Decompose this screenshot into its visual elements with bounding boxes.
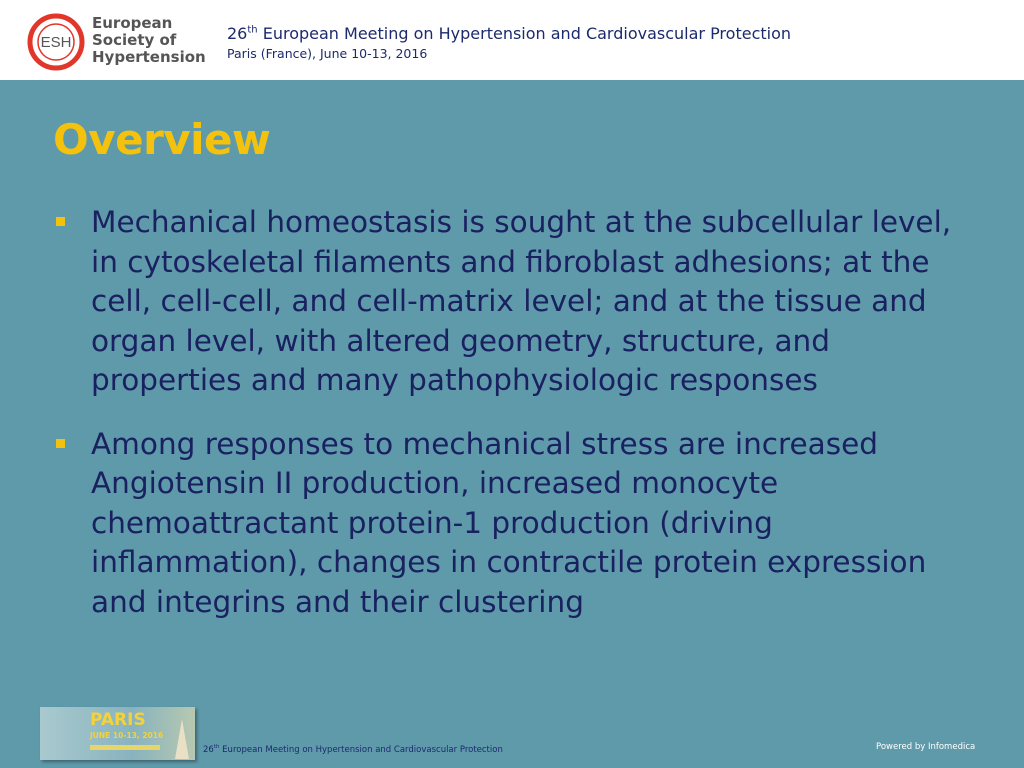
banner-stripe bbox=[90, 745, 160, 750]
bullet-item bbox=[52, 203, 982, 401]
esh-logo-icon bbox=[26, 12, 86, 72]
footer-meeting-text: 26th European Meeting on Hypertension and Cardiovascular Protection bbox=[203, 744, 503, 755]
banner-date: JUNE 10-13, 2016 bbox=[90, 731, 164, 740]
bullet-list bbox=[52, 203, 982, 646]
paris-banner-thumbnail bbox=[40, 707, 195, 760]
banner-title: PARIS bbox=[90, 710, 146, 730]
bullet-text: Mechanical homeostasis is sought at the subcellular level, in cytoskeletal filaments and fibroblast adhesions; at the cell, cell-cell, and cell-matrix level; and at the tissue and organ level, with altered geometry, structure, and properties and many pathophysiologic responses bbox=[91, 205, 952, 397]
eiffel-tower-icon bbox=[175, 719, 189, 759]
logo-line: Society of bbox=[92, 31, 177, 49]
bullet-square-icon bbox=[56, 217, 65, 226]
logo-line: European bbox=[92, 14, 173, 32]
logo-text bbox=[92, 15, 206, 66]
bullet-item bbox=[52, 425, 982, 623]
meeting-title: 26th European Meeting on Hypertension and Cardiovascular Protection bbox=[227, 24, 792, 43]
logo-line: Hypertension bbox=[92, 48, 206, 66]
bullet-text: Among responses to mechanical stress are increased Angiotensin II production, increased monocyte chemoattractant protein-1 production (driving inflammation), changes in contractile protein expression and integrins and their clustering bbox=[91, 426, 927, 619]
bullet-square-icon bbox=[56, 439, 65, 448]
slide-title: Overview bbox=[53, 115, 271, 164]
meeting-subtitle: Paris (France), June 10-13, 2016 bbox=[227, 46, 428, 61]
logo-initials: ESH bbox=[40, 34, 72, 51]
powered-by-text: Powered by Infomedica bbox=[876, 742, 976, 752]
header-bar bbox=[0, 0, 1024, 80]
